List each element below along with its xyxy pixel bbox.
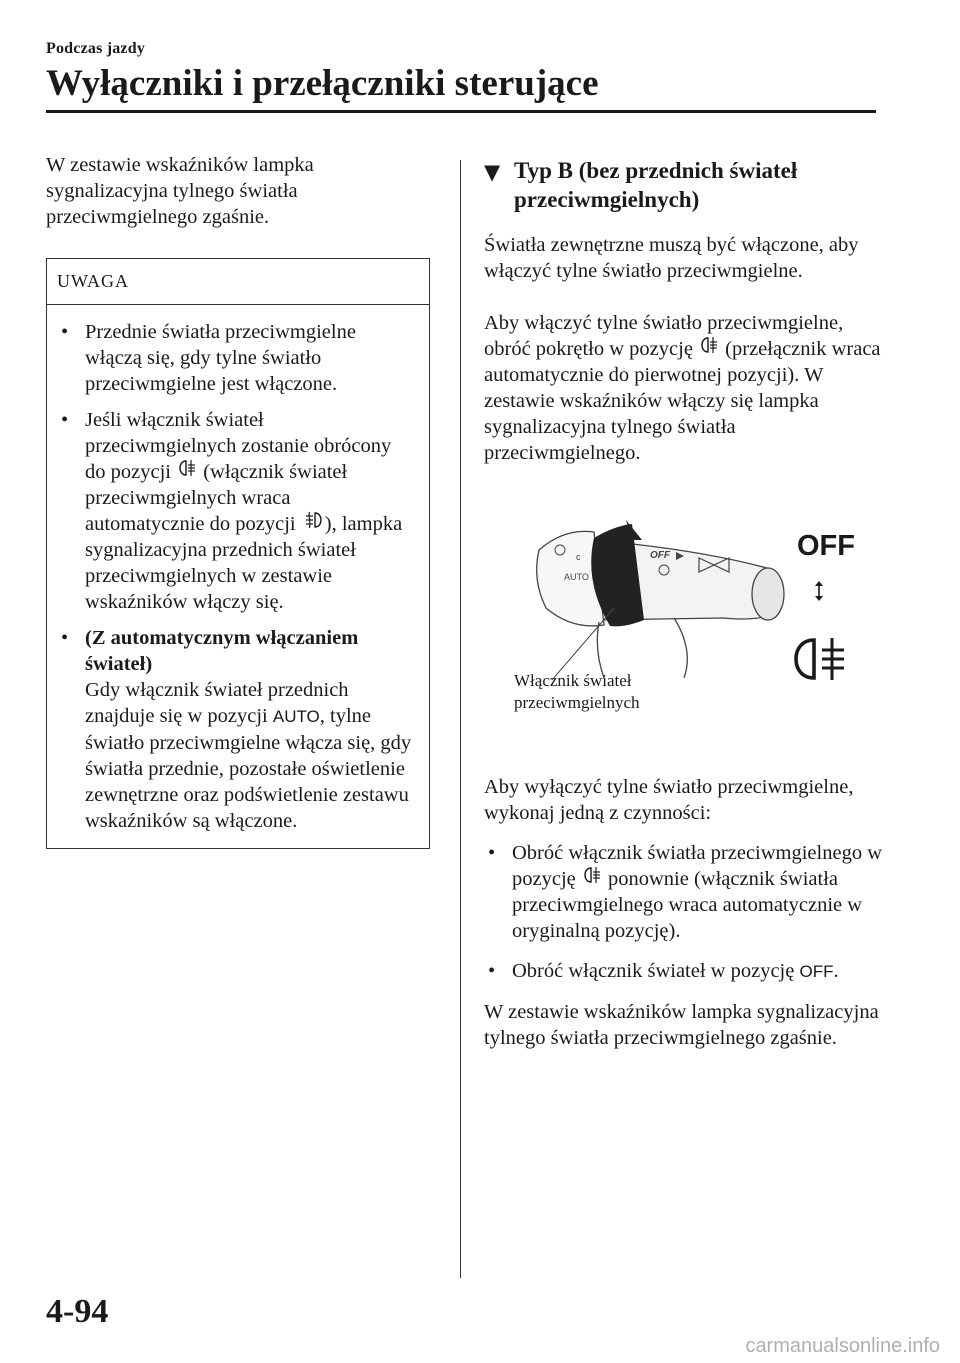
type-b-heading-text: Typ B (bez przednich świateł przeciwmgielnych) <box>514 158 798 212</box>
bullet-dot: • <box>61 627 69 649</box>
paragraph-2 <box>484 310 894 466</box>
note-bullet-3-text-a: Gdy włącznik świateł przednich znajduje się w pozycji <box>85 679 349 727</box>
bullet-dot: • <box>488 842 496 864</box>
rear-fog-light-icon <box>583 866 601 892</box>
note-bullet-3-bold: (Z automatycznym włączaniem świateł) <box>85 627 359 675</box>
svg-text:AUTO: AUTO <box>564 572 589 582</box>
note-bullet-2-text-a: Jeśli włącznik świateł przeciwmgielnych zostanie obrócony do pozycji <box>85 409 392 483</box>
front-fog-light-icon <box>303 511 323 537</box>
note-bullet-2-text-b: (włącznik świateł przeciwmgielnych wraca automatycznie do pozycji <box>85 461 348 535</box>
note-box <box>46 258 430 849</box>
light-lever-illustration <box>524 510 804 680</box>
figure-caption-line-1: Włącznik świateł <box>514 671 632 690</box>
off-position-inline: OFF <box>799 962 834 981</box>
off-position-label: OFF <box>797 530 855 562</box>
off-bullet-1 <box>484 840 894 944</box>
note-bullet-1 <box>57 319 415 397</box>
fog-light-switch-figure <box>484 510 894 760</box>
intro-paragraph: W zestawie wskaźników lampka sygnalizacyjna tylnego światła przeciwmgielnego zgaśnie. <box>46 154 314 228</box>
rear-fog-light-icon <box>792 636 848 682</box>
paragraph-4: W zestawie wskaźników lampka sygnalizacyjna tylnego światła przeciwmgielnego zgaśnie. <box>484 1001 879 1049</box>
column-divider <box>460 160 461 1278</box>
note-bullet-2 <box>57 407 415 615</box>
auto-position-label: AUTO <box>272 707 320 726</box>
svg-text:c: c <box>576 552 581 562</box>
paragraph-3: Aby wyłączyć tylne światło przeciwmgielne, wykonaj jedną z czynności: <box>484 776 854 824</box>
page-number: 4-94 <box>46 1293 109 1330</box>
page-title: Wyłączniki i przełączniki sterujące <box>46 63 599 104</box>
figure-caption-line-2: przeciwmgielnych <box>514 693 640 712</box>
figure-caption <box>514 670 640 714</box>
bullet-dot: • <box>61 409 69 431</box>
up-down-arrow-icon <box>813 580 825 602</box>
watermark: carmanualsonline.info <box>745 1335 940 1357</box>
rear-fog-light-icon <box>178 459 196 485</box>
paragraph-2-text-b: (przełącznik wraca automatycznie do pierwotnej pozycji). W zestawie wskaźników włączy się lampka sygnalizacyjna tylnego światła przeciwmgielnego. <box>484 338 881 464</box>
off-bullet-2-text-a: Obróć włącznik świateł w pozycję <box>512 960 795 982</box>
note-bullet-1-text: Przednie światła przeciwmgielne włączą się, gdy tylne światło przeciwmgielne jest włączone. <box>85 321 356 395</box>
off-bullet-1-text-b: ponownie (włącznik światła przeciwmgielnego wraca automatycznie w oryginalną pozycję). <box>512 868 863 942</box>
off-bullet-2 <box>484 958 894 985</box>
note-bullet-3 <box>57 625 415 834</box>
note-bullet-2-text-c: ), lampka sygnalizacyjna przednich świateł przeciwmgielnych w zestawie wskaźników włączy się. <box>85 513 403 613</box>
rear-fog-light-icon <box>700 336 718 362</box>
svg-text:OFF: OFF <box>650 550 670 561</box>
left-column <box>46 152 430 849</box>
bullet-dot: • <box>488 960 496 982</box>
note-body <box>47 305 429 848</box>
off-bullet-2-text-b: . <box>833 960 839 982</box>
right-column <box>484 152 894 1051</box>
title-rule <box>46 110 876 113</box>
paragraph-2-text-a: Aby włączyć tylne światło przeciwmgielne, obróć pokrętło w pozycję <box>484 312 844 360</box>
off-bullet-1-text-a: Obróć włącznik światła przeciwmgielnego w pozycję <box>512 842 883 890</box>
paragraph-1: Światła zewnętrzne muszą być włączone, aby włączyć tylne światło przeciwmgielne. <box>484 234 859 282</box>
note-bullet-3-text-b: , tylne światło przeciwmgielne włącza się, gdy światła przednie, pozostałe oświetlenie zewnętrzne oraz podświetlenie zestawu wskaźników są włączone. <box>85 705 412 832</box>
section-label: Podczas jazdy <box>46 40 146 57</box>
type-b-heading <box>484 156 894 214</box>
bullet-dot: • <box>61 321 69 343</box>
triangle-icon: ▼ <box>484 160 501 184</box>
note-heading: UWAGA <box>47 259 429 305</box>
